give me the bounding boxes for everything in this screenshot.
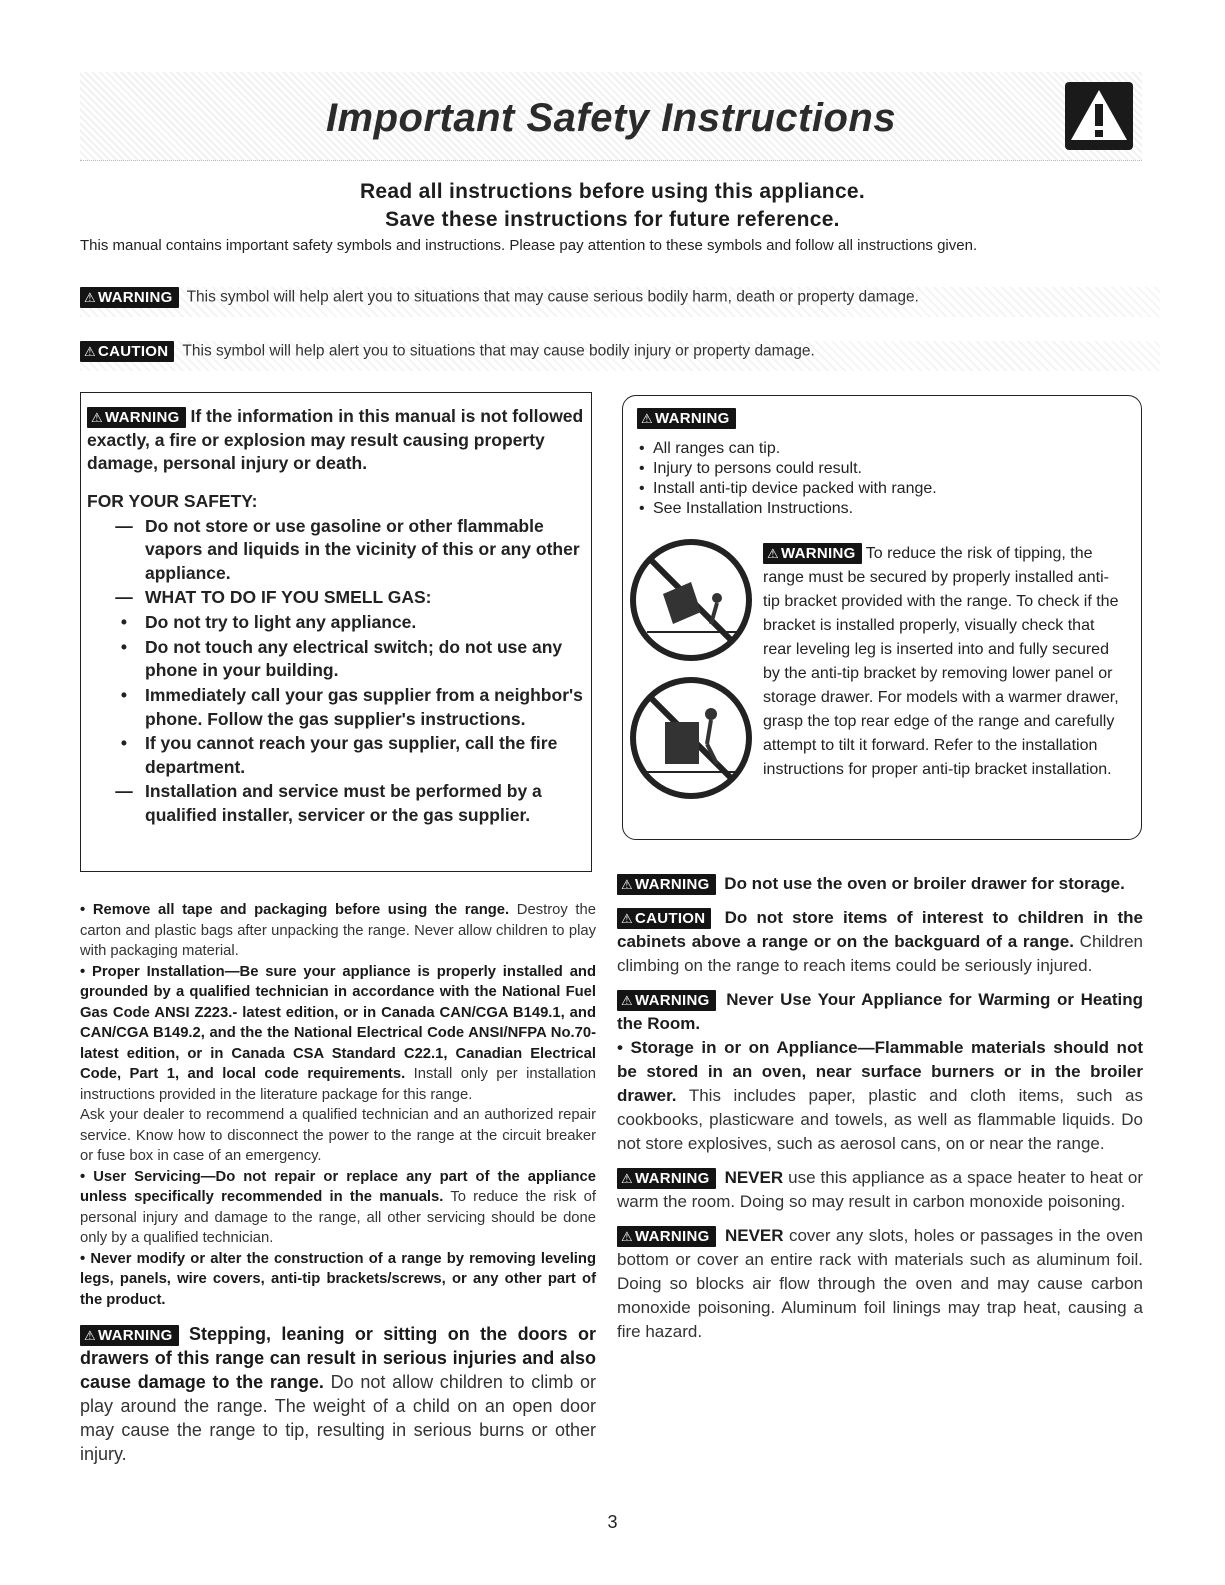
headline-read: Read all instructions before using this appliance. [359, 180, 866, 203]
warning-symbol-text: This symbol will help alert you to situations that may cause serious bodily harm, death or property damage. [186, 288, 919, 306]
paragraph-installation: • Proper Installation—Be sure your appliance is properly installed and grounded by a qualified technician in accordance with the National Fuel Gas Code ANSI Z223.- latest edition, or in Canada CAN/CGA B149.1, and CAN/CGA B149.2, and the the National Electrical Code ANSI/NFPA No.70-latest edition, or in Canada CSA Standard C22.1, Canadian Electrical Code, Part 1, and local code requirements. Install only per installation instructions provided in the literature package for this range. [80, 963, 597, 1103]
child-on-door-icon [627, 674, 755, 807]
list-item: — Do not store or use gasoline or other flammable vapors and liquids in the vicinity of this or any other appliance. [115, 515, 580, 583]
list-item: • Do not try to light any appliance. [120, 612, 417, 632]
alert-triangle-icon: ⚠ [767, 546, 779, 562]
paragraph-modify: • Never modify or alter the construction of a range by removing leveling legs, panels, wire covers, anti-tip brackets/screws, or any other part of the product. [80, 1250, 596, 1308]
warning-badge: ⚠ WARNING [617, 1226, 716, 1247]
warning-badge: ⚠ WARNING [763, 543, 862, 564]
page-number: 3 [607, 1512, 618, 1532]
list-item: — WHAT TO DO IF YOU SMELL GAS: [115, 587, 432, 608]
anti-tip-warning-box [622, 395, 1142, 840]
warning-badge: ⚠ WARNING [80, 1325, 179, 1346]
page-title: Important Safety Instructions [325, 96, 897, 140]
paragraph-foil-warning: ⚠ WARNING NEVER cover any slots, holes or passages in the oven bottom or cover an entire rack with materials such as aluminum foil. Doing so blocks air flow through the oven and may cause carbon monoxide poisoning. Aluminum foil linings may trap heat, causing a fire hazard. [617, 1226, 1143, 1341]
alert-triangle-icon: ⚠ [84, 290, 96, 305]
warning-badge: ⚠ WARNING [617, 874, 716, 895]
alert-triangle-icon: ⚠ [621, 993, 633, 1009]
list-item: • See Installation Instructions. [637, 499, 1127, 519]
alert-triangle-icon: ⚠ [621, 911, 633, 927]
alert-triangle-icon: ⚠ [621, 877, 633, 893]
caution-symbol-text: This symbol will help alert you to situations that may cause bodily injury or property damage. [182, 342, 815, 360]
gas-warning-lead: ⚠ WARNING If the information in this manual is not followed exactly, a fire or explosion may result causing property damage, personal injury or death. [87, 406, 584, 474]
alert-triangle-icon: ⚠ [621, 1229, 633, 1245]
paragraph-space-heater-warning: ⚠ WARNING NEVER use this appliance as a space heater to heat or warm the room. Doing so may result in carbon monoxide poisoning. [617, 1168, 1144, 1211]
caution-symbol-row [80, 341, 1160, 371]
warning-badge: ⚠ WARNING [637, 408, 736, 429]
anti-tip-bullets [637, 439, 1127, 519]
warning-triangle-icon [1065, 82, 1133, 150]
paragraph-dealer: Ask your dealer to recommend a qualified technician and an authorized repair service. Know how to disconnect the power to the range at the circuit breaker or fuse box in case of an emergency. [80, 1107, 596, 1164]
list-item: • Injury to persons could result. [637, 459, 1127, 479]
list-item: • Immediately call your gas supplier from a neighbor's phone. Follow the gas supplier's instructions. [120, 684, 583, 729]
list-item: • All ranges can tip. [637, 439, 1127, 459]
paragraph-packaging: • Remove all tape and packaging before using the range. Destroy the carton and plastic bags after unpacking the range. Never allow children to play with packaging material. [80, 902, 596, 959]
range-tip-over-icon [627, 536, 755, 669]
gas-safety-list [87, 515, 587, 828]
alert-triangle-icon: ⚠ [84, 1327, 96, 1343]
alert-triangle-icon: ⚠ [641, 411, 653, 426]
alert-triangle-icon: ⚠ [91, 409, 103, 425]
list-item: • If you cannot reach your gas supplier, call the fire department. [120, 733, 558, 777]
intro-text: This manual contains important safety symbols and instructions. Please pay attention to these symbols and follow all instructions given. [80, 237, 978, 254]
paragraph-children-caution: ⚠ CAUTION Do not store items of interest to children in the cabinets above a range or on the backguard of a range. Children climbing on the range to reach items could be seriously injured. [617, 908, 1143, 975]
warning-badge: ⚠ WARNING [80, 287, 179, 308]
caution-badge: ⚠ CAUTION [617, 908, 711, 929]
paragraph-servicing: • User Servicing—Do not repair or replace any part of the appliance unless specifically recommended in the manuals. To reduce the risk of personal injury and damage to the range, all other servicing should be done only by a qualified technician. [80, 1168, 596, 1246]
list-item: • Do not touch any electrical switch; do not use any phone in your building. [120, 636, 563, 681]
list-item: — Installation and service must be performed by a qualified installer, servicer or the gas supplier. [115, 781, 542, 825]
warning-badge: ⚠ WARNING [617, 990, 716, 1011]
warning-symbol-row [80, 287, 1160, 317]
caution-badge: ⚠ CAUTION [80, 341, 174, 362]
warning-badge: ⚠ WARNING [87, 407, 186, 428]
alert-triangle-icon: ⚠ [621, 1171, 633, 1187]
headline-save: Save these instructions for future reference. [385, 208, 840, 231]
title-banner [80, 72, 1142, 161]
anti-tip-text: ⚠ WARNING To reduce the risk of tipping, the range must be secured by properly installed anti-tip bracket provided with the range. To check if the bracket is installed properly, visually check that rear leveling leg is inserted into and fully secured by the anti-tip bracket by removing lower panel or storage drawer. For models with a warmer drawer, grasp the top rear edge of the range and carefully attempt to tilt it forward. Refer to the installation instructions for proper anti-tip bracket installation. [763, 545, 1119, 778]
safety-heading: FOR YOUR SAFETY: [87, 490, 258, 511]
right-column [617, 872, 1143, 1354]
alert-triangle-icon: ⚠ [84, 344, 96, 359]
gas-warning-box [80, 392, 592, 872]
warning-badge: ⚠ WARNING [617, 1168, 716, 1189]
list-item: • Install anti-tip device packed with range. [637, 479, 1127, 499]
paragraph-storage-warning: ⚠ WARNING Do not use the oven or broiler drawer for storage. [617, 872, 1143, 896]
paragraph-stepping: ⚠ WARNING Stepping, leaning or sitting on the doors or drawers of this range can result in serious injuries and also cause damage to the range. Do not allow children to climb or play around the range. The weight of a child on an open door may cause the range to tip, resulting in serious burns or other injury. [80, 1324, 596, 1464]
left-column [80, 900, 596, 1466]
paragraph-heating-warning: ⚠ WARNING Never Use Your Appliance for Warming or Heating the Room. • Storage in or on Appliance—Flammable materials should not be stored in an oven, near surface burners or in the broiler drawer. This includes paper, plastic and cloth items, such as cookbooks, plasticware and towels, as well as flammable liquids. Do not store explosives, such as aerosol cans, on or near the range. [617, 990, 1143, 1153]
